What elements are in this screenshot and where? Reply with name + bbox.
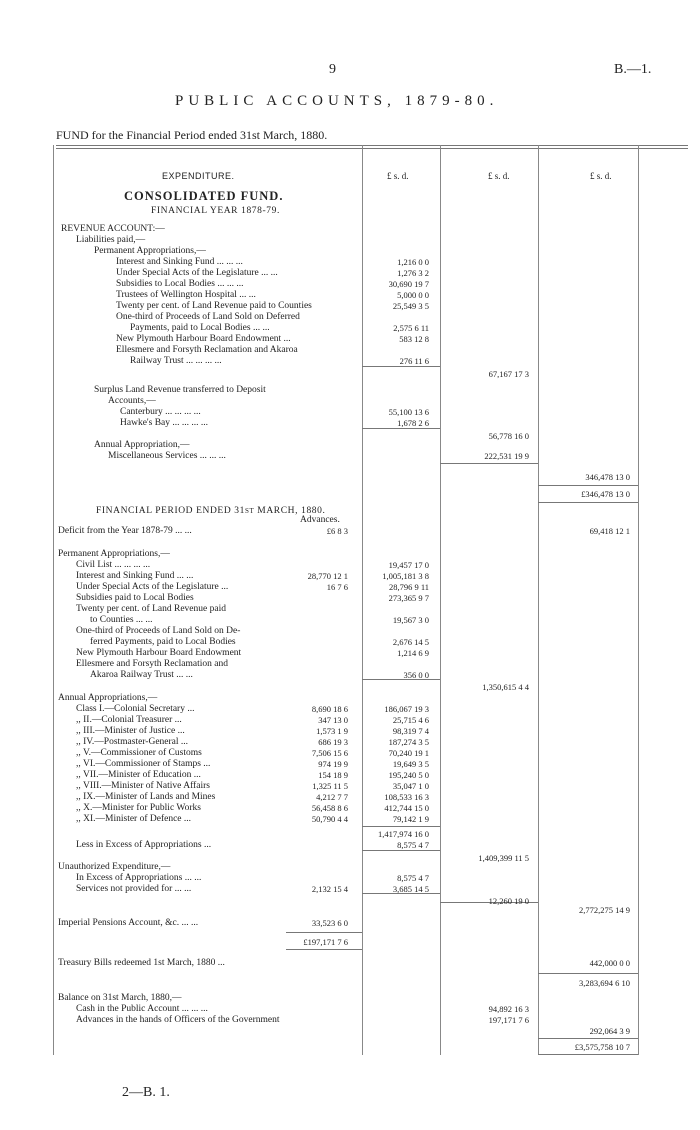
amount-cell: 12,260 19 0 (488, 896, 529, 906)
table-text-line: Akaroa Railway Trust ... ... (90, 670, 193, 680)
amount-cell: 2,575 6 11 (393, 323, 429, 333)
total-rule (538, 1038, 638, 1039)
heading-column-3: £ s. d. (590, 171, 612, 181)
amount-cell: 292,064 3 9 (589, 1026, 630, 1036)
amount-cell: 154 18 9 (318, 770, 348, 780)
amount-cell: 273,365 9 7 (388, 593, 429, 603)
amount-cell: 276 11 6 (399, 356, 429, 366)
heading-column-2: £ s. d. (488, 171, 510, 181)
table-text-line: ,, V.—Commissioner of Customs (76, 748, 202, 758)
heading-column-1: £ s. d. (387, 171, 409, 181)
table-text-line: Surplus Land Revenue transferred to Deposit (94, 385, 266, 395)
total-rule (538, 1054, 638, 1055)
amount-cell: 1,678 2 6 (397, 418, 429, 428)
amount-cell: 1,276 3 2 (397, 268, 429, 278)
table-text-line: Twenty per cent. of Land Revenue paid (76, 604, 226, 614)
amount-cell: 2,676 14 5 (392, 637, 429, 647)
table-text-line: Balance on 31st March, 1880,— (58, 993, 182, 1003)
fund-title: CONSOLIDATED FUND. (124, 189, 284, 203)
amount-cell: 25,549 3 5 (392, 301, 429, 311)
subtotal-rule (286, 932, 362, 933)
amount-cell: £3,575,758 10 7 (574, 1042, 630, 1052)
amount-cell: £346,478 13 0 (581, 489, 630, 499)
table-text-line: Under Special Acts of the Legislature ... (76, 582, 229, 592)
amount-cell: 1,005,181 3 8 (382, 571, 429, 581)
amount-cell: 4,212 7 7 (316, 792, 348, 802)
amount-cell: 1,325 11 5 (312, 781, 348, 791)
amount-cell: 356 0 0 (403, 670, 429, 680)
table-text-line: FINANCIAL PERIOD ENDED 31st MARCH, 1880. (96, 506, 326, 516)
subtotal-rule (440, 463, 538, 464)
table-text-line: ,, VI.—Commissioner of Stamps ... (76, 759, 211, 769)
table-text-line: Ellesmere and Forsyth Reclamation and Akaroa (116, 345, 298, 355)
total-rule (538, 502, 638, 503)
amount-cell: 686 19 3 (318, 737, 348, 747)
amount-cell: 16 7 6 (326, 582, 348, 592)
amount-cell: 3,283,694 6 10 (579, 978, 630, 988)
amount-cell: 347 13 0 (318, 715, 348, 725)
amount-cell: 108,533 16 3 (384, 792, 429, 802)
amount-cell: 94,892 16 3 (488, 1004, 529, 1014)
table-text-line: Permanent Appropriations,— (94, 246, 206, 256)
table-text-line: Advances in the hands of Officers of the Government (76, 1015, 280, 1025)
table-text-line: Miscellaneous Services ... ... ... (108, 451, 226, 461)
table-text-line: ferred Payments, paid to Local Bodies (90, 637, 236, 647)
amount-cell: 346,478 13 0 (585, 472, 630, 482)
table-text-line: REVENUE ACCOUNT:— (61, 224, 165, 234)
table-text-line: ,, X.—Minister for Public Works (76, 803, 201, 813)
table-text-line: One-third of Proceeds of Land Sold on Deferred (116, 312, 300, 322)
table-text-line: Subsidies paid to Local Bodies (76, 593, 194, 603)
table-text-line: Class I.—Colonial Secretary ... (76, 704, 195, 714)
table-text-line: New Plymouth Harbour Board Endowment (76, 648, 242, 658)
table-text-line: New Plymouth Harbour Board Endowment ... (116, 334, 291, 344)
table-left-border (53, 145, 54, 1055)
table-text-line: One-third of Proceeds of Land Sold on De- (76, 626, 241, 636)
table-text-line: Services not provided for ... ... (76, 884, 192, 894)
amount-cell: 187,274 3 5 (388, 737, 429, 747)
subtotal-rule (538, 973, 638, 974)
amount-cell: 55,100 13 6 (388, 407, 429, 417)
table-text-line: Civil List ... ... ... ... (76, 560, 151, 570)
amount-cell: 35,047 1 0 (392, 781, 429, 791)
table-text-line: Subsidies to Local Bodies ... ... ... (116, 279, 244, 289)
amount-cell: 412,744 15 0 (384, 803, 429, 813)
table-text-line: Permanent Appropriations,— (58, 549, 170, 559)
expenditure-table (56, 145, 688, 1055)
table-text-line: ,, IX.—Minister of Lands and Mines (76, 792, 216, 802)
amount-cell: 33,523 6 0 (311, 918, 348, 928)
table-text-line: Cash in the Public Account ... ... ... (76, 1004, 208, 1014)
amount-cell: 186,067 19 3 (384, 704, 429, 714)
column-divider-1 (362, 145, 363, 1055)
table-text-line: Canterbury ... ... ... ... (120, 407, 201, 417)
table-text-line: Interest and Sinking Fund ... ... (76, 571, 194, 581)
amount-cell: £197,171 7 6 (303, 937, 348, 947)
subtotal-rule (362, 826, 440, 827)
amount-cell: 197,171 7 6 (488, 1015, 529, 1025)
amount-cell: 8,575 4 7 (397, 873, 429, 883)
table-top-rule-double (56, 148, 688, 149)
amount-cell: 1,216 0 0 (397, 257, 429, 267)
table-text-line: Twenty per cent. of Land Revenue paid to Counties (116, 301, 312, 311)
column-divider-4 (638, 145, 639, 1055)
table-text-line: Less in Excess of Appropriations ... (76, 840, 212, 850)
signature-reference: 2—B. 1. (122, 1085, 170, 1100)
table-text-line: Ellesmere and Forsyth Reclamation and (76, 659, 228, 669)
table-text-line: ,, XI.—Minister of Defence ... (76, 814, 192, 824)
amount-cell: 25,715 4 6 (392, 715, 429, 725)
amount-cell: 8,575 4 7 (397, 840, 429, 850)
table-text-line: Under Special Acts of the Legislature ... ... (116, 268, 278, 278)
table-text-line: Interest and Sinking Fund ... ... ... (116, 257, 243, 267)
amount-cell: 70,240 19 1 (388, 748, 429, 758)
table-text-line: Payments, paid to Local Bodies ... ... (130, 323, 270, 333)
amount-cell: 56,778 16 0 (488, 431, 529, 441)
amount-cell: 50,790 4 4 (311, 814, 348, 824)
table-text-line: Hawke's Bay ... ... ... ... (120, 418, 208, 428)
column-divider-2 (440, 145, 441, 1055)
amount-cell: 67,167 17 3 (488, 369, 529, 379)
amount-cell: 442,000 0 0 (589, 958, 630, 968)
table-text-line: ,, VII.—Minister of Education ... (76, 770, 201, 780)
amount-cell: 222,531 19 9 (484, 451, 529, 461)
table-text-line: ,, III.—Minister of Justice ... (76, 726, 185, 736)
amount-cell: 19,649 3 5 (392, 759, 429, 769)
table-text-line: Annual Appropriations,— (58, 693, 158, 703)
document-reference: B.—1. (614, 62, 652, 77)
table-text-line: Railway Trust ... ... ... ... (130, 356, 222, 366)
page-title: PUBLIC ACCOUNTS, 1879-80. (175, 93, 499, 109)
table-text-line: to Counties ... ... (90, 615, 153, 625)
amount-cell: 30,690 19 7 (388, 279, 429, 289)
amount-cell: 974 19 9 (318, 759, 348, 769)
table-text-line: In Excess of Appropriations ... ... (76, 873, 202, 883)
amount-cell: 8,690 18 6 (311, 704, 348, 714)
amount-cell: 69,418 12 1 (589, 526, 630, 536)
table-text-line: Unauthorized Expenditure,— (58, 862, 171, 872)
amount-cell: 1,573 1 9 (316, 726, 348, 736)
table-text-line: ,, II.—Colonial Treasurer ... (76, 715, 182, 725)
table-text-line: Imperial Pensions Account, &c. ... ... (58, 918, 199, 928)
amount-cell: 19,457 17 0 (388, 560, 429, 570)
amount-cell: 583 12 8 (399, 334, 429, 344)
table-text-line: Treasury Bills redeemed 1st March, 1880 ... (58, 958, 225, 968)
table-text-line: FINANCIAL YEAR 1878-79. (151, 206, 280, 216)
amount-cell: 3,685 14 5 (392, 884, 429, 894)
subtotal-rule (286, 949, 362, 950)
amount-cell: 98,319 7 4 (392, 726, 429, 736)
table-text-line: ,, VIII.—Minister of Native Affairs (76, 781, 210, 791)
amount-cell: 28,796 9 11 (388, 582, 429, 592)
amount-cell: 56,458 8 6 (311, 803, 348, 813)
table-text-line: ,, IV.—Postmaster-General ... (76, 737, 189, 747)
table-text-line: Advances. (300, 515, 340, 525)
table-text-line: Annual Appropriation,— (94, 440, 190, 450)
amount-cell: 2,772,275 14 9 (579, 905, 630, 915)
amount-cell: 1,214 6 9 (397, 648, 429, 658)
amount-cell: 1,409,399 11 5 (478, 853, 529, 863)
page-number: 9 (329, 62, 336, 77)
amount-cell: 1,350,615 4 4 (482, 682, 529, 692)
table-text-line: Trustees of Wellington Hospital ... ... (116, 290, 256, 300)
amount-cell: £6 8 3 (326, 526, 348, 536)
column-divider-3 (538, 145, 539, 1055)
amount-cell: 28,770 12 1 (307, 571, 348, 581)
amount-cell: 79,142 1 9 (392, 814, 429, 824)
amount-cell: 7,506 15 6 (311, 748, 348, 758)
amount-cell: 19,567 3 0 (392, 615, 429, 625)
amount-cell: 5,000 0 0 (397, 290, 429, 300)
table-text-line: Liabilities paid,— (76, 235, 146, 245)
total-rule (538, 485, 638, 486)
table-text-line: Deficit from the Year 1878-79 ... ... (58, 526, 192, 536)
table-top-rule (56, 145, 688, 146)
amount-cell: 195,240 5 0 (388, 770, 429, 780)
amount-cell: 1,417,974 16 0 (378, 829, 429, 839)
heading-expenditure: EXPENDITURE. (162, 171, 235, 181)
page-subtitle: FUND for the Financial Period ended 31st March, 1880. (56, 128, 328, 142)
amount-cell: 2,132 15 4 (311, 884, 348, 894)
table-text-line: Accounts,— (108, 396, 156, 406)
